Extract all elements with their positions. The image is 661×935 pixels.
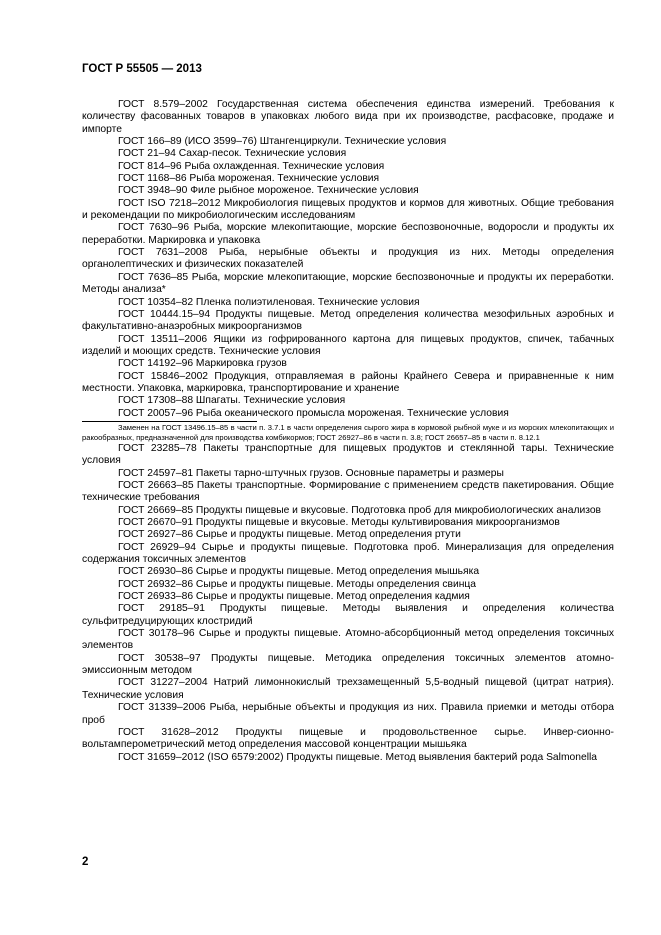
reference-item: ГОСТ 29185–91 Продукты пищевые. Методы выявления и определения количества сульфитредуцирующих клостридий: [82, 603, 614, 627]
reference-item: ГОСТ ISO 7218–2012 Микробиология пищевых продуктов и кормов для животных. Общие требования и рекомендации по микробиологическим исследованиям: [82, 197, 614, 222]
reference-item: ГОСТ 26670–91 Продукты пищевые и вкусовые. Методы культивирования микроорганизмов: [118, 517, 560, 528]
reference-item: ГОСТ 15846–2002 Продукция, отправляемая в районы Крайнего Севера и приравненные к ним местности. Упаковка, маркировка, транспортирование и хранение: [82, 370, 614, 394]
reference-item: ГОСТ 7631–2008 Рыба, нерыбные объекты и продукция из них. Методы определения органолептических и физических показателей: [82, 247, 614, 271]
reference-item: ГОСТ 17308–88 Шпагаты. Технические условия: [118, 395, 346, 407]
reference-item: ГОСТ 14192–96 Маркировка грузов: [118, 358, 287, 370]
reference-item: ГОСТ 10354–82 Пленка полиэтиленовая. Технические условия: [118, 296, 420, 308]
reference-item: ГОСТ 23285–78 Пакеты транспортные для пищевых продуктов и стеклянной тары. Технические условия: [82, 442, 614, 467]
reference-item: ГОСТ 7630–96 Рыба, морские млекопитающие, морские беспозвоночные, водоросли и продукты их переработки. Маркировка и упаковка: [82, 222, 614, 246]
reference-item: ГОСТ 1168–86 Рыба мороженая. Технические условия: [118, 173, 380, 185]
reference-item: ГОСТ 26933–86 Сырье и продукты пищевые. Метод определения кадмия: [118, 591, 470, 603]
reference-item: ГОСТ 30538–97 Продукты пищевые. Методика определения токсичных элементов атомно-эмиссионным методом: [82, 652, 614, 677]
reference-item: ГОСТ 7636–85 Рыба, морские млекопитающие, морские беспозвоночные и продукты их переработки. Методы анализа*: [82, 271, 614, 296]
footnote: Заменен на ГОСТ 13496.15–85 в части п. 3.7.1 в части определения сырого жира в кормовой рыбной муке и из морских млекопитающих и ракообразных, предназначенной для производства комбикормов; ГОСТ 26927–86 в части п. 3.8; ГОСТ 26657–85 в части п. 8.12.1: [82, 422, 614, 442]
reference-item: ГОСТ 31339–2006 Рыба, нерыбные объекты и продукция из них. Правила приемки и методы отбора проб: [82, 702, 614, 726]
reference-item: ГОСТ 26927–86 Сырье и продукты пищевые. Метод определения ртути: [118, 529, 461, 541]
reference-item: ГОСТ 26932–86 Сырье и продукты пищевые. Методы определения свинца: [118, 578, 477, 590]
reference-item: ГОСТ 26930–86 Сырье и продукты пищевые. Метод определения мышьяка: [118, 566, 480, 578]
reference-item: ГОСТ 3948–90 Филе рыбное мороженое. Технические условия: [118, 185, 419, 197]
reference-item: ГОСТ 20057–96 Рыба океанического промысла мороженая. Технические условия: [118, 407, 509, 419]
reference-item: ГОСТ 21–94 Сахар-песок. Технические условия: [118, 148, 347, 160]
reference-item: ГОСТ 26929–94 Сырье и продукты пищевые. Подготовка проб. Минерализация для определения содержания токсичных элементов: [82, 541, 614, 566]
reference-item: ГОСТ 31628–2012 Продукты пищевые и продовольственное сырье. Инвер-сионно-вольтамперометрический метод определения массовой концентрации мышьяка: [82, 726, 614, 751]
reference-item: ГОСТ 31227–2004 Натрий лимоннокислый трехзамещенный 5,5-водный пищевой (цитрат натрия). Технические условия: [82, 677, 614, 701]
reference-item: ГОСТ 166–89 (ИСО 3599–76) Штангенциркули. Технические условия: [118, 136, 447, 148]
reference-item: ГОСТ 26663–85 Пакеты транспортные. Формирование с применением средств пакетирования. Общие технические требования: [82, 479, 614, 504]
reference-item: ГОСТ 10444.15–94 Продукты пищевые. Метод определения количества мезофильных аэробных и факультативно-анаэробных микроорганизмов: [82, 308, 614, 333]
reference-item: ГОСТ 13511–2006 Ящики из гофрированного картона для пищевых продуктов, спичек, табачных изделий и моющих средств. Технические условия: [82, 333, 614, 357]
reference-item: ГОСТ 8.579–2002 Государственная система обеспечения единства измерений. Требования к количеству фасованных товаров в упаковках любого вида при их производстве, расфасовке, продаже и импорте: [82, 99, 614, 135]
document-header: ГОСТ Р 55505 — 2013: [82, 63, 202, 75]
reference-item: ГОСТ 31659–2012 (ISO 6579:2002) Продукты пищевые. Метод выявления бактерий рода Salmonella: [118, 751, 598, 763]
page-number: 2: [82, 856, 89, 868]
references-list: [82, 99, 614, 764]
reference-item: ГОСТ 814–96 Рыба охлажденная. Технические условия: [118, 160, 385, 172]
footnote-separator: [82, 421, 257, 422]
reference-item: ГОСТ 26669–85 Продукты пищевые и вкусовые. Подготовка проб для микробиологических анализов: [118, 504, 602, 516]
reference-item: ГОСТ 24597–81 Пакеты тарно-штучных грузов. Основные параметры и размеры: [118, 467, 504, 479]
reference-item: ГОСТ 30178–96 Сырье и продукты пищевые. Атомно-абсорбционный метод определения токсичных элементов: [82, 628, 614, 652]
